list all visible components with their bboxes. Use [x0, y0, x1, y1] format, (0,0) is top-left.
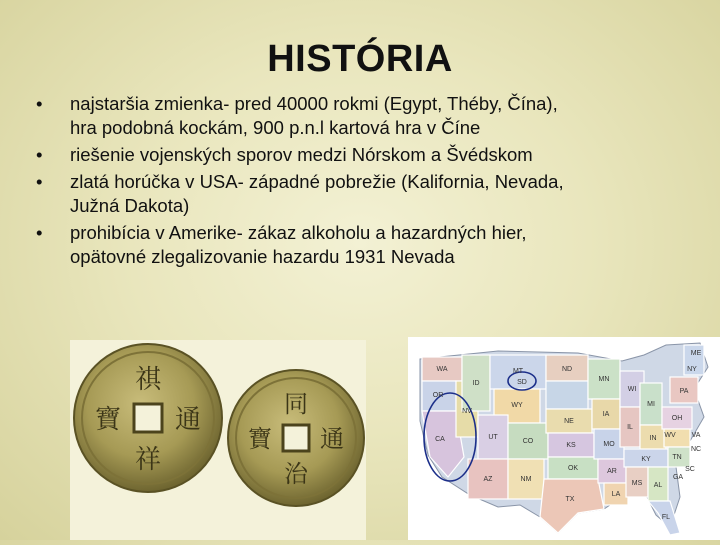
coin-left — [74, 344, 222, 492]
state-label: KY — [641, 456, 651, 463]
bullet-line: hra podobná kockám, 900 p.n.l kartová hra v Číne — [70, 117, 481, 138]
state-label: KS — [566, 442, 576, 449]
chinese-coins-image — [70, 340, 366, 540]
bullet-line: najstaršia zmienka- pred 40000 rokmi (Egypt, Théby, Čína), — [70, 93, 558, 114]
bullet-line: Južná Dakota) — [70, 195, 190, 216]
bullet-line: riešenie vojenských sporov medzi Nórskom a Švédskom — [70, 144, 533, 165]
bullet-dot: • — [36, 171, 43, 192]
state-label: MS — [631, 480, 643, 487]
state-label: NC — [690, 446, 702, 453]
coin-char: 寶 — [248, 425, 272, 453]
state-label: WY — [511, 402, 523, 409]
state-label: ME — [690, 350, 702, 357]
bullet-dot: • — [36, 93, 43, 114]
coins-svg — [70, 340, 366, 540]
state-label: TX — [565, 496, 575, 503]
state-label: OH — [671, 415, 683, 422]
state-label: NE — [564, 418, 574, 425]
state-label: OR — [432, 392, 444, 399]
coin-char: 治 — [284, 460, 308, 488]
state-label: SC — [685, 466, 695, 473]
state-label: AZ — [483, 476, 493, 483]
bullet-line: zlatá horúčka v USA- západné pobrežie (Kalifornia, Nevada, — [70, 171, 564, 192]
bullet-dot: • — [36, 144, 43, 165]
state-label: WA — [436, 366, 448, 373]
bullet-item — [24, 221, 704, 269]
state-label: AR — [607, 468, 617, 475]
state-label: ID — [472, 380, 480, 387]
bullet-line: opätovné zlegalizovanie hazardu 1931 Nevada — [70, 246, 455, 267]
state-label: SD — [517, 379, 527, 386]
coin-char: 祺 — [134, 365, 162, 395]
state-label: NV — [462, 408, 472, 415]
state-label: MN — [598, 376, 610, 383]
state-label: TN — [672, 454, 682, 461]
state-label: UT — [488, 434, 498, 441]
state-label: IA — [602, 411, 610, 418]
bullet-item — [24, 143, 704, 167]
coin-char: 祥 — [134, 445, 162, 475]
coin-char: 通 — [174, 405, 202, 435]
bullet-item — [24, 170, 704, 218]
state-label: ND — [561, 366, 573, 373]
state-label: VA — [691, 432, 701, 439]
coin-char: 同 — [284, 390, 308, 418]
state-label: CA — [435, 436, 445, 443]
coin-right — [228, 370, 364, 506]
usa-map-image — [408, 337, 720, 540]
state-label: NY — [687, 366, 697, 373]
state-label: CO — [522, 438, 534, 445]
state-label: OK — [567, 465, 579, 472]
coin-char: 通 — [320, 425, 344, 453]
state-label: IN — [649, 435, 657, 442]
map-svg — [408, 337, 720, 540]
state-label: LA — [611, 491, 621, 498]
state-label: FL — [661, 514, 671, 521]
bullet-item — [24, 92, 704, 140]
state-label: MI — [647, 401, 655, 408]
state-label: NM — [520, 476, 532, 483]
slide-title: HISTÓRIA — [267, 38, 453, 80]
state-label: IL — [627, 424, 633, 431]
state-label: MO — [603, 441, 615, 448]
state-label: GA — [672, 474, 684, 481]
state-label: WV — [664, 432, 676, 439]
bullet-dot: • — [36, 222, 43, 243]
state-label: WI — [627, 386, 637, 393]
state-label: AL — [653, 482, 663, 489]
bullet-line: prohibícia v Amerike- zákaz alkoholu a hazardných hier, — [70, 222, 527, 243]
bullet-list — [24, 92, 704, 272]
state-label: MT — [512, 368, 524, 375]
coin-char: 寶 — [94, 405, 122, 435]
state-label: PA — [679, 388, 689, 395]
